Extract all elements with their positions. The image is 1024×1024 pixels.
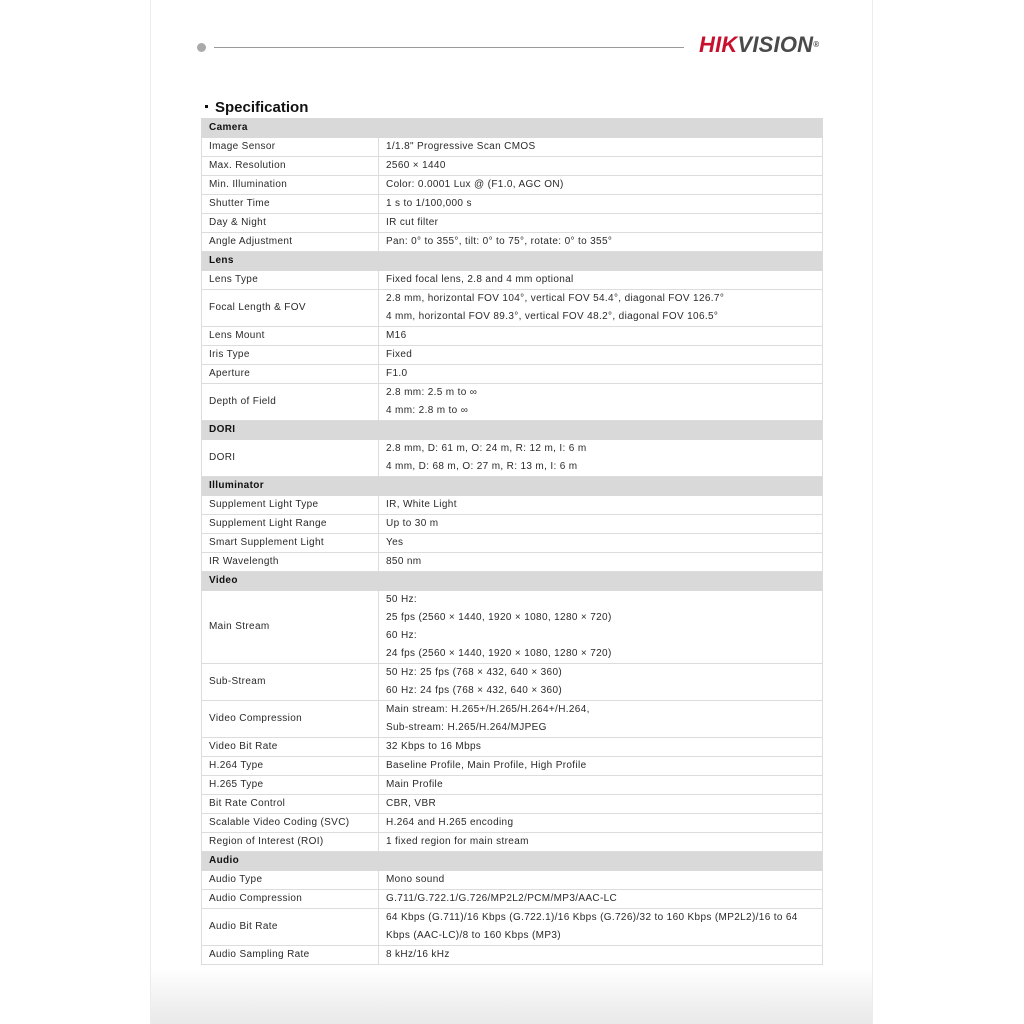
spec-value <box>379 757 823 776</box>
spec-value-line: 32 Kbps to 16 Mbps <box>386 741 482 752</box>
spec-row <box>202 757 823 776</box>
spec-value <box>379 346 823 365</box>
spec-value-line: Yes <box>386 537 404 548</box>
spec-value-line: Fixed focal lens, 2.8 and 4 mm optional <box>386 274 574 285</box>
spec-value-line: Sub-stream: H.265/H.264/MJPEG <box>386 722 547 733</box>
spec-label: Day & Night <box>202 214 379 233</box>
spec-row <box>202 890 823 909</box>
spec-row <box>202 833 823 852</box>
spec-row <box>202 440 823 477</box>
spec-label: Scalable Video Coding (SVC) <box>202 814 379 833</box>
spec-row <box>202 909 823 946</box>
spec-row <box>202 290 823 327</box>
spec-row <box>202 701 823 738</box>
header-rule <box>214 47 684 48</box>
spec-value-line: CBR, VBR <box>386 798 437 809</box>
section-header: DORI <box>202 421 823 440</box>
spec-row <box>202 776 823 795</box>
spec-value-line: Up to 30 m <box>386 518 439 529</box>
spec-row <box>202 365 823 384</box>
spec-value <box>379 176 823 195</box>
section-header: Audio <box>202 852 823 871</box>
section-title <box>205 98 308 118</box>
spec-label: Depth of Field <box>202 384 379 421</box>
spec-label: Supplement Light Range <box>202 515 379 534</box>
spec-label: Iris Type <box>202 346 379 365</box>
spec-value-line: 4 mm, horizontal FOV 89.3°, vertical FOV 48.2°, diagonal FOV 106.5° <box>386 311 719 322</box>
spec-value-line: 1/1.8" Progressive Scan CMOS <box>386 141 536 152</box>
spec-value-line: F1.0 <box>386 368 408 379</box>
section-header-row <box>202 852 823 871</box>
spec-value-line: 8 kHz/16 kHz <box>386 949 450 960</box>
spec-row <box>202 346 823 365</box>
spec-label: Audio Type <box>202 871 379 890</box>
spec-label: Main Stream <box>202 591 379 664</box>
spec-label: DORI <box>202 440 379 477</box>
spec-value-line: 4 mm: 2.8 m to ∞ <box>386 405 469 416</box>
spec-value-line: H.264 and H.265 encoding <box>386 817 514 828</box>
spec-value-line: Main stream: H.265+/H.265/H.264+/H.264, <box>386 704 590 715</box>
spec-value-line: Kbps (AAC-LC)/8 to 160 Kbps (MP3) <box>386 930 561 941</box>
spec-value <box>379 327 823 346</box>
spec-row <box>202 214 823 233</box>
spec-label: Supplement Light Type <box>202 496 379 515</box>
section-title-text: Specification <box>215 99 309 116</box>
spec-value <box>379 553 823 572</box>
spec-value-line: G.711/G.722.1/G.726/MP2L2/PCM/MP3/AAC-LC <box>386 893 618 904</box>
spec-label: Angle Adjustment <box>202 233 379 252</box>
spec-value-line: Pan: 0° to 355°, tilt: 0° to 75°, rotate: 0° to 355° <box>386 236 613 247</box>
spec-value-line: 2.8 mm, D: 61 m, O: 24 m, R: 12 m, I: 6 m <box>386 443 587 454</box>
header-dot <box>197 43 206 52</box>
section-header: Video <box>202 572 823 591</box>
spec-value <box>379 157 823 176</box>
spec-label: Bit Rate Control <box>202 795 379 814</box>
spec-value-line: 50 Hz: <box>386 594 418 605</box>
spec-row <box>202 271 823 290</box>
spec-label: Sub-Stream <box>202 664 379 701</box>
section-header-row <box>202 572 823 591</box>
title-bullet <box>205 105 208 108</box>
spec-value-line: 50 Hz: 25 fps (768 × 432, 640 × 360) <box>386 667 563 678</box>
spec-value <box>379 440 823 477</box>
spec-row <box>202 515 823 534</box>
page-edge-right <box>872 0 873 1024</box>
spec-row <box>202 496 823 515</box>
spec-label: Focal Length & FOV <box>202 290 379 327</box>
spec-value <box>379 946 823 965</box>
spec-value-line: Main Profile <box>386 779 443 790</box>
spec-row <box>202 795 823 814</box>
spec-row <box>202 664 823 701</box>
spec-value <box>379 138 823 157</box>
spec-table <box>201 118 823 965</box>
spec-value <box>379 365 823 384</box>
spec-row <box>202 157 823 176</box>
spec-value <box>379 534 823 553</box>
spec-value-line: 4 mm, D: 68 m, O: 27 m, R: 13 m, I: 6 m <box>386 461 578 472</box>
spec-value <box>379 214 823 233</box>
spec-value <box>379 195 823 214</box>
section-header-row <box>202 477 823 496</box>
spec-label: Audio Bit Rate <box>202 909 379 946</box>
spec-value <box>379 233 823 252</box>
spec-row <box>202 534 823 553</box>
spec-row <box>202 176 823 195</box>
spec-row <box>202 384 823 421</box>
spec-value <box>379 271 823 290</box>
spec-label: H.265 Type <box>202 776 379 795</box>
page-edge-left <box>150 0 151 1024</box>
spec-value <box>379 795 823 814</box>
spec-value-line: 60 Hz: <box>386 630 418 641</box>
spec-value-line: 60 Hz: 24 fps (768 × 432, 640 × 360) <box>386 685 563 696</box>
spec-row <box>202 233 823 252</box>
spec-label: Smart Supplement Light <box>202 534 379 553</box>
spec-label: Video Compression <box>202 701 379 738</box>
spec-label: Video Bit Rate <box>202 738 379 757</box>
section-header: Camera <box>202 119 823 138</box>
spec-label: IR Wavelength <box>202 553 379 572</box>
spec-value-line: 2.8 mm, horizontal FOV 104°, vertical FOV 54.4°, diagonal FOV 126.7° <box>386 293 725 304</box>
spec-row <box>202 591 823 664</box>
section-header-row <box>202 119 823 138</box>
spec-label: Audio Sampling Rate <box>202 946 379 965</box>
section-header: Lens <box>202 252 823 271</box>
spec-row <box>202 195 823 214</box>
spec-value-line: 850 nm <box>386 556 422 567</box>
spec-label: Audio Compression <box>202 890 379 909</box>
spec-value <box>379 701 823 738</box>
spec-value <box>379 738 823 757</box>
spec-row <box>202 553 823 572</box>
spec-value <box>379 591 823 664</box>
spec-value-line: Fixed <box>386 349 413 360</box>
spec-value <box>379 909 823 946</box>
spec-row <box>202 871 823 890</box>
spec-value <box>379 871 823 890</box>
spec-value <box>379 814 823 833</box>
spec-value-line: 2560 × 1440 <box>386 160 446 171</box>
spec-label: Max. Resolution <box>202 157 379 176</box>
section-header-row <box>202 252 823 271</box>
spec-row <box>202 946 823 965</box>
spec-label: Shutter Time <box>202 195 379 214</box>
hikvision-logo: HIKVISION® <box>699 32 820 57</box>
spec-value <box>379 496 823 515</box>
section-header-row <box>202 421 823 440</box>
spec-value-line: Mono sound <box>386 874 445 885</box>
spec-value-line: 25 fps (2560 × 1440, 1920 × 1080, 1280 × 720) <box>386 612 612 623</box>
spec-label: Aperture <box>202 365 379 384</box>
spec-label: Region of Interest (ROI) <box>202 833 379 852</box>
spec-value <box>379 833 823 852</box>
spec-value <box>379 290 823 327</box>
section-header: Illuminator <box>202 477 823 496</box>
spec-row <box>202 738 823 757</box>
spec-label: Lens Mount <box>202 327 379 346</box>
spec-value-line: IR cut filter <box>386 217 439 228</box>
spec-label: Min. Illumination <box>202 176 379 195</box>
spec-value-line: 24 fps (2560 × 1440, 1920 × 1080, 1280 × 720) <box>386 648 612 659</box>
spec-value-line: M16 <box>386 330 407 341</box>
spec-value <box>379 515 823 534</box>
spec-value-line: Baseline Profile, Main Profile, High Profile <box>386 760 587 771</box>
spec-value <box>379 776 823 795</box>
spec-value <box>379 384 823 421</box>
spec-value <box>379 664 823 701</box>
spec-value-line: 1 s to 1/100,000 s <box>386 198 472 209</box>
page-bottom-shade <box>150 968 872 1024</box>
spec-value-line: 64 Kbps (G.711)/16 Kbps (G.722.1)/16 Kbps (G.726)/32 to 160 Kbps (MP2L2)/16 to 64 <box>386 912 798 923</box>
spec-label: H.264 Type <box>202 757 379 776</box>
spec-value-line: 2.8 mm: 2.5 m to ∞ <box>386 387 478 398</box>
spec-row <box>202 814 823 833</box>
spec-value <box>379 890 823 909</box>
spec-row <box>202 138 823 157</box>
spec-value-line: 1 fixed region for main stream <box>386 836 529 847</box>
spec-row <box>202 327 823 346</box>
spec-label: Image Sensor <box>202 138 379 157</box>
spec-label: Lens Type <box>202 271 379 290</box>
spec-value-line: Color: 0.0001 Lux @ (F1.0, AGC ON) <box>386 179 564 190</box>
spec-table-body <box>202 119 823 965</box>
spec-value-line: IR, White Light <box>386 499 457 510</box>
